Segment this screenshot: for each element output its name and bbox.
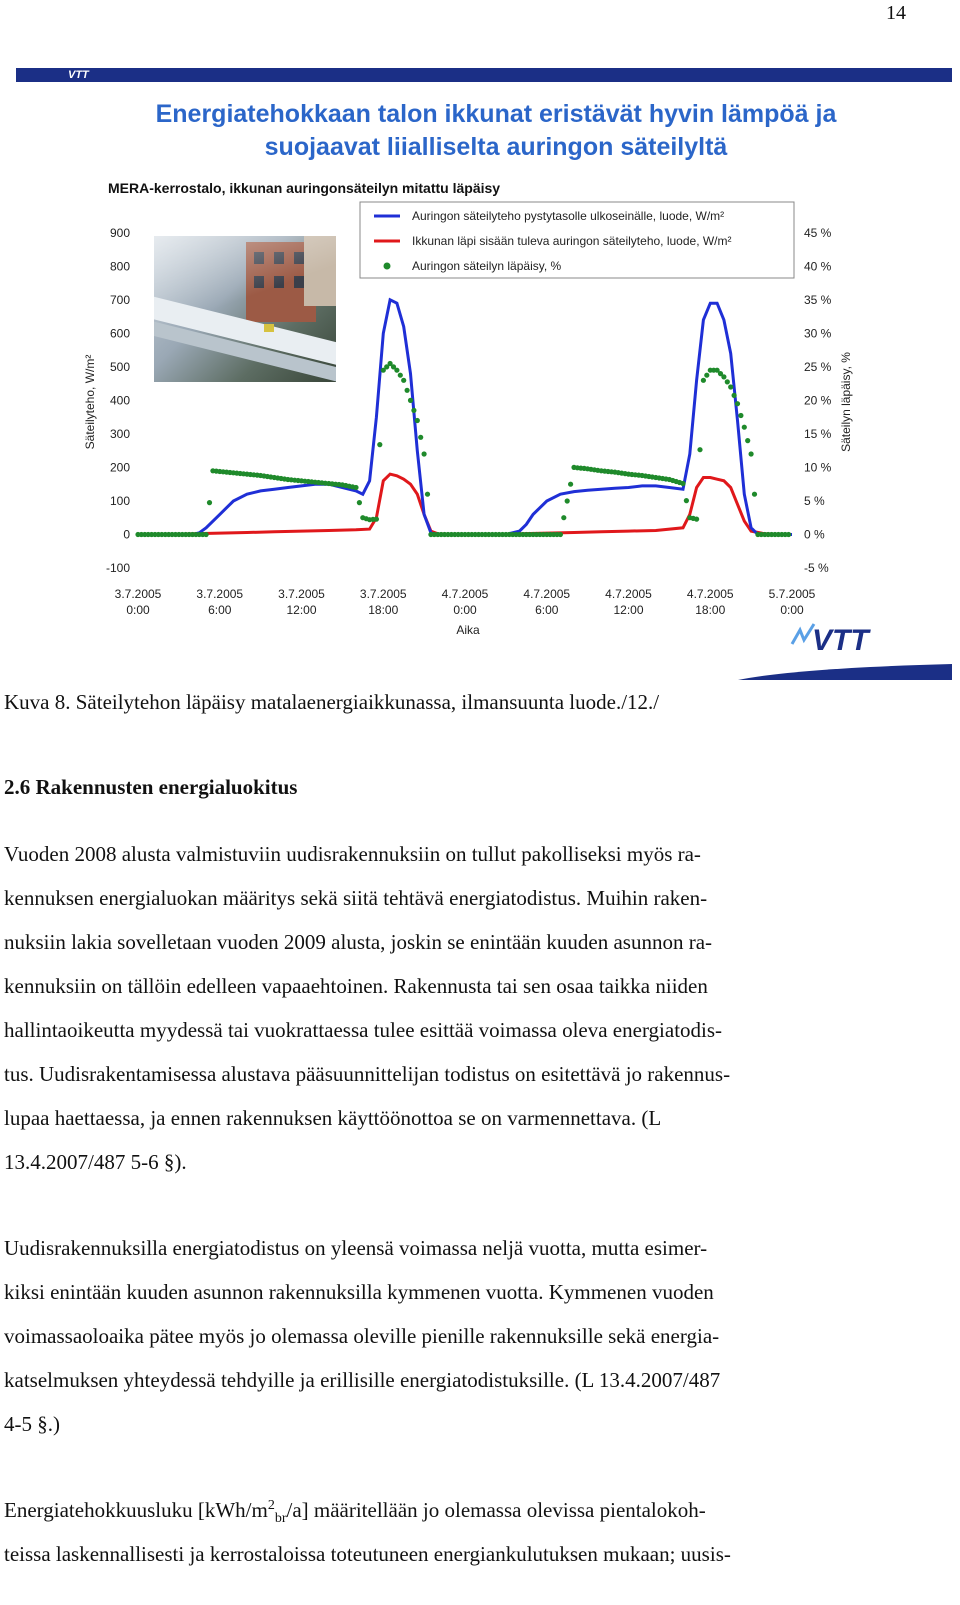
- transmission-point: [411, 408, 416, 413]
- x-tick-label: 12:00: [286, 603, 317, 617]
- paragraph-line: Vuoden 2008 alusta valmistuviin uudisrakennuksiin on tullut pakolliseksi myös ra-: [4, 842, 701, 866]
- legend-entry: Auringon säteilyteho pystytasolle ulkoseinälle, luode, W/m²: [412, 209, 725, 223]
- y2-tick-label: -5 %: [804, 561, 829, 575]
- transmission-point: [704, 373, 709, 378]
- slide-title-line: suojaavat liialliselta auringon säteilyltä: [264, 133, 728, 161]
- paragraph-line: [4, 1488, 884, 1532]
- transmission-point: [558, 532, 563, 537]
- swoosh-shape: [738, 664, 952, 680]
- y2-tick-label: 0 %: [804, 527, 825, 542]
- y-tick-label: 600: [109, 326, 130, 341]
- transmission-point: [408, 398, 413, 403]
- text-run: /a] määritellään jo olemassa olevissa pientalokoh-: [286, 1498, 706, 1522]
- transmission-point: [752, 492, 757, 497]
- x-tick-label: 18:00: [695, 603, 726, 617]
- transmission-point: [721, 374, 726, 379]
- paragraph-2: [4, 1226, 884, 1446]
- x-tick-label: 4.7.2005: [686, 587, 734, 601]
- transmission-point: [742, 425, 747, 430]
- paragraph-line: voimassaoloaika pätee myös jo olemassa oleville pienille rakennuksille sekä energia-: [4, 1324, 720, 1348]
- y2-tick-label: 35 %: [804, 292, 832, 307]
- y2-tick-label: 45 %: [804, 225, 832, 240]
- vtt-logo: [788, 620, 898, 660]
- slide-bottom-swoosh: [738, 664, 952, 680]
- y-axis-label: Säteilyteho, W/m²: [83, 354, 97, 450]
- paragraph-line: teissa laskennallisesti ja kerrostaloissa toteutuneen energiankulutuksen mukaan; uusis-: [4, 1542, 731, 1566]
- paragraph-1: [4, 832, 884, 1184]
- transmission-point: [425, 492, 430, 497]
- slide-title-line: Energiatehokkaan talon ikkunat eristävät hyvin lämpöä ja: [155, 100, 837, 128]
- x-tick-label: 6:00: [535, 603, 559, 617]
- page-number: 14: [886, 2, 906, 24]
- figure-caption: Kuva 8. Säteilytehon läpäisy matalaenergiaikkunassa, ilmansuunta luode./12./: [4, 690, 660, 714]
- transmission-point: [697, 447, 702, 452]
- transmission-point: [680, 481, 685, 486]
- x-tick-label: 0:00: [126, 603, 150, 617]
- paragraph-line: lupaa haettaessa, ja ennen rakennuksen käyttöönottoa se on varmennettava. (L: [4, 1106, 662, 1130]
- figure-slide: [16, 68, 952, 696]
- window-photo: [154, 236, 336, 382]
- x-tick-label: 3.7.2005: [359, 587, 407, 601]
- y-tick-label: 700: [109, 292, 130, 307]
- transmission-point: [422, 451, 427, 456]
- y-tick-label: 300: [109, 426, 130, 441]
- x-tick-label: 3.7.2005: [114, 587, 162, 601]
- paragraph-line: 4-5 §.): [4, 1412, 60, 1436]
- y2-axis-label: Säteilyn läpäisy, %: [839, 352, 853, 452]
- y2-tick-label: 15 %: [804, 426, 832, 441]
- paragraph-line: nuksiin lakia sovelletaan vuoden 2009 alusta, joskin se enintään kuuden asunnon ra-: [4, 930, 713, 954]
- paragraph-line: hallintaoikeutta myydessä tai vuokrattaessa tulee esittää voimassa oleva energiatodis-: [4, 1018, 723, 1042]
- paragraph-3: [4, 1488, 884, 1576]
- paragraph-line: tus. Uudisrakentamisessa alustava pääsuunnittelijan todistus on esitettävä jo rakennus-: [4, 1062, 731, 1086]
- y2-tick-label: 30 %: [804, 326, 832, 341]
- transmission-point: [207, 500, 212, 505]
- transmission-point: [405, 388, 410, 393]
- x-tick-label: 6:00: [208, 603, 232, 617]
- y-tick-label: 800: [109, 259, 130, 274]
- legend-entry: Ikkunan läpi sisään tuleva auringon säteilyteho, luode, W/m²: [412, 234, 732, 248]
- transmission-point: [728, 384, 733, 389]
- y-tick-label: 400: [109, 393, 130, 408]
- superscript: 2: [267, 1498, 275, 1513]
- line-chart: [16, 68, 952, 696]
- vtt-logo-text: VTT: [812, 624, 869, 657]
- y-tick-label: 0: [123, 527, 130, 542]
- x-tick-label: 18:00: [368, 603, 399, 617]
- transmission-point: [786, 532, 791, 537]
- vtt-logo-wave: [792, 624, 814, 644]
- paragraph-line: katselmuksen yhteydessä tehdyille ja erillisille energiatodistuksille. (L 13.4.2007/487: [4, 1368, 721, 1392]
- y2-tick-label: 10 %: [804, 460, 832, 475]
- series-line-transmitted: [138, 474, 792, 534]
- y2-tick-label: 25 %: [804, 359, 832, 374]
- legend-entry: Auringon säteilyn läpäisy, %: [412, 259, 562, 273]
- transmission-point: [694, 517, 699, 522]
- transmission-point: [565, 498, 570, 503]
- x-tick-label: 12:00: [613, 603, 644, 617]
- x-tick-label: 3.7.2005: [196, 587, 244, 601]
- transmission-point: [418, 435, 423, 440]
- transmission-point: [394, 368, 399, 373]
- top-bar-brand: VTT: [68, 69, 89, 81]
- x-tick-label: 0:00: [453, 603, 477, 617]
- paragraph-line: 13.4.2007/487 5-6 §).: [4, 1150, 187, 1174]
- transmission-point: [568, 482, 573, 487]
- legend-dot-marker: [384, 263, 391, 270]
- transmission-point: [398, 373, 403, 378]
- paragraph-line: Uudisrakennuksilla energiatodistus on yleensä voimassa neljä vuotta, mutta esimer-: [4, 1236, 708, 1260]
- transmission-point: [701, 378, 706, 383]
- paragraph-line: kiksi enintään kuuden asunnon rakennuksilla kymmenen vuotta. Kymmenen vuoden: [4, 1280, 714, 1304]
- y-tick-label: -100: [105, 561, 130, 575]
- y-tick-label: 200: [109, 460, 130, 475]
- y2-tick-label: 5 %: [804, 493, 825, 508]
- transmission-point: [374, 517, 379, 522]
- y-tick-label: 100: [109, 493, 130, 508]
- transmission-point: [738, 413, 743, 418]
- photo-sensor: [264, 324, 274, 332]
- transmission-point: [415, 418, 420, 423]
- x-tick-label: 5.7.2005: [768, 587, 816, 601]
- transmission-point: [684, 498, 689, 503]
- transmission-point: [357, 500, 362, 505]
- x-tick-label: 3.7.2005: [278, 587, 325, 601]
- x-axis-label: Aika: [456, 623, 480, 637]
- x-tick-label: 4.7.2005: [605, 587, 652, 601]
- text-run: Energiatehokkuusluku [kWh/m: [4, 1498, 268, 1522]
- transmission-point: [745, 438, 750, 443]
- section-heading: 2.6 Rakennusten energialuokitus: [4, 775, 298, 799]
- subscript: br: [274, 1511, 287, 1527]
- transmission-point: [749, 451, 754, 456]
- x-tick-label: 4.7.2005: [441, 587, 489, 601]
- transmission-point: [735, 401, 740, 406]
- transmission-point: [725, 379, 730, 384]
- y2-tick-label: 40 %: [804, 259, 832, 274]
- transmission-point: [377, 442, 382, 447]
- chart-title: MERA-kerrostalo, ikkunan auringonsäteilyn mitattu läpäisy: [108, 180, 501, 196]
- y-tick-label: 500: [109, 359, 130, 374]
- x-tick-label: 0:00: [780, 603, 804, 617]
- transmission-point: [353, 485, 358, 490]
- transmission-point: [401, 378, 406, 383]
- transmission-point: [561, 515, 566, 520]
- paragraph-line: kennuksiin on tällöin edelleen vapaaehtoinen. Rakennusta tai sen osaa taikka niiden: [4, 974, 708, 998]
- x-tick-label: 4.7.2005: [523, 587, 571, 601]
- y2-tick-label: 20 %: [804, 393, 832, 408]
- y-tick-label: 900: [109, 225, 130, 240]
- transmission-point: [732, 393, 737, 398]
- transmission-point: [204, 532, 209, 537]
- paragraph-line: kennuksen energialuokan määritys sekä siitä tehtävä energiatodistus. Muihin raken-: [4, 886, 708, 910]
